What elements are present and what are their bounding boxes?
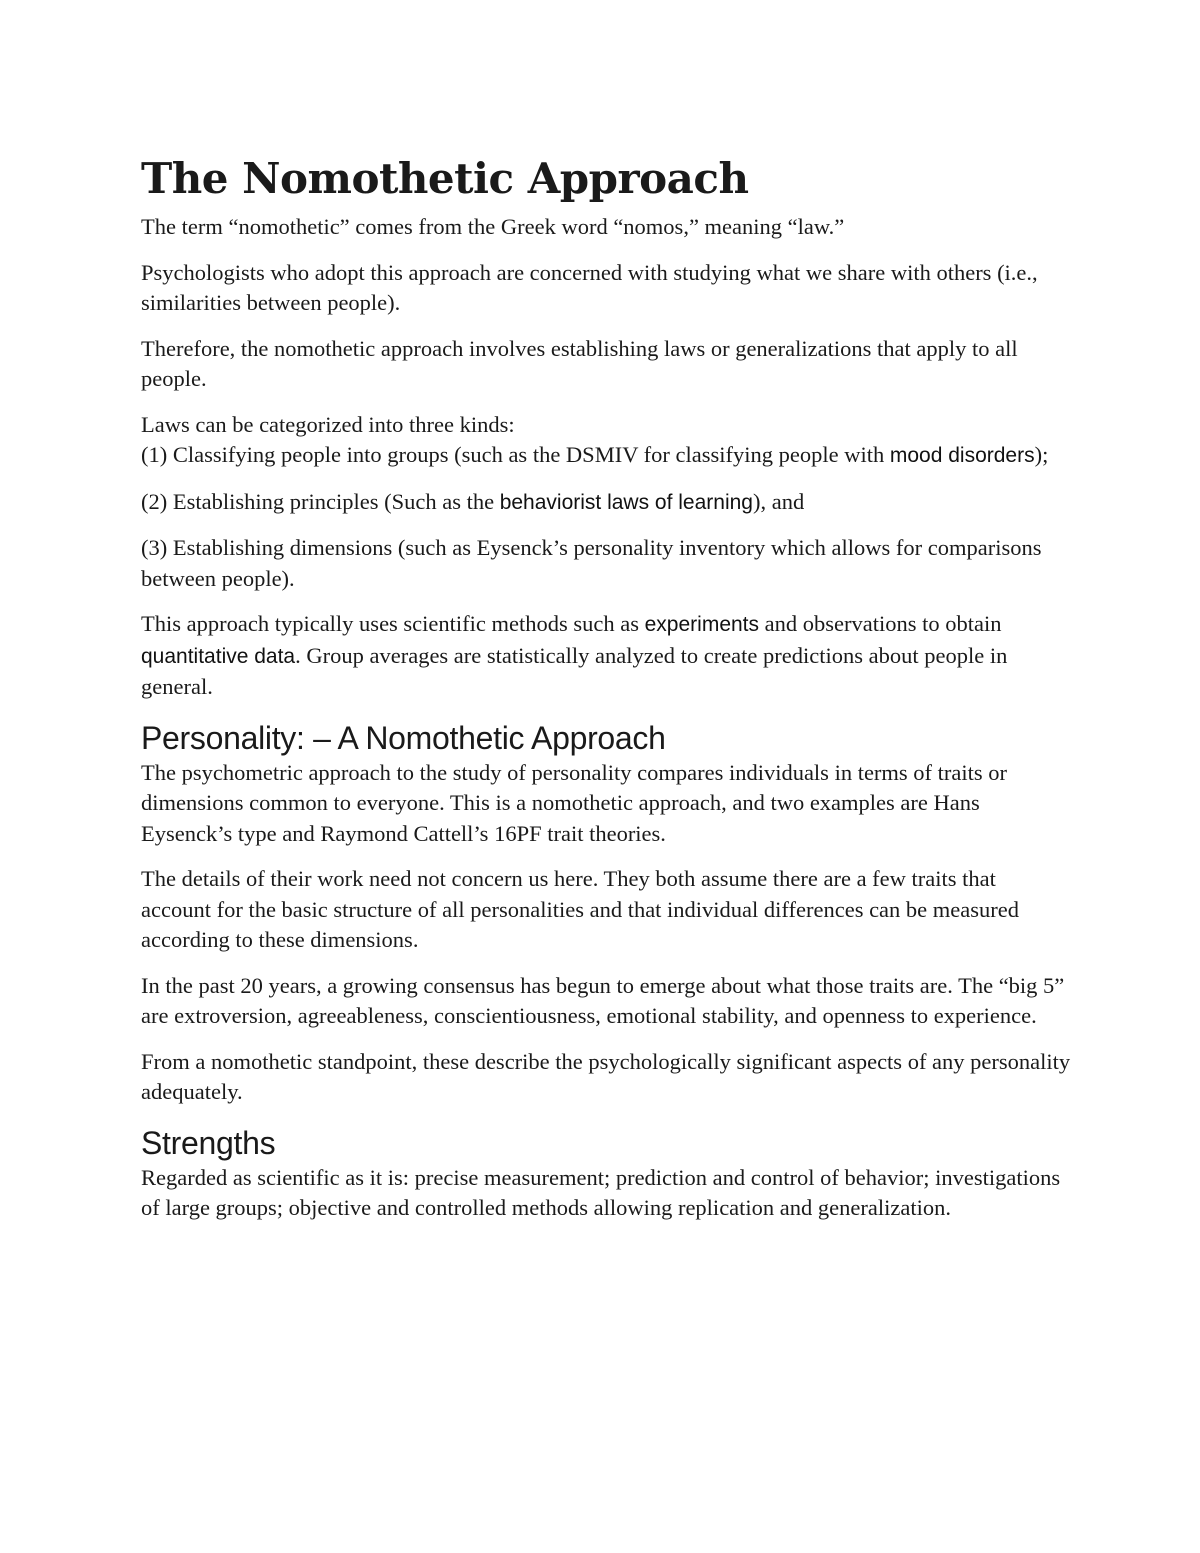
- methods-text: This approach typically uses scientific methods such as: [141, 611, 645, 636]
- law-2-text: (2) Establishing principles (Such as the: [141, 488, 500, 514]
- paragraph-law-2: [141, 487, 1071, 519]
- link-quantitative-data[interactable]: quantitative data: [141, 644, 296, 668]
- methods-text-end: . Group averages are statistically analyzed to create predictions about people in general.: [141, 642, 1008, 699]
- law-2-text-end: ), and: [753, 488, 805, 514]
- law-1-text-end: );: [1034, 442, 1049, 467]
- paragraph-laws-intro: Laws can be categorized into three kinds:: [141, 411, 515, 437]
- paragraph-establishing-laws: Therefore, the nomothetic approach involves establishing laws or generalizations that apply to all people.: [141, 335, 1018, 391]
- paragraph-details: The details of their work need not concern us here. They both assume there are a few traits that account for the basic structure of all personalities and that individual differences can be measured according to these dimensions.: [141, 866, 1019, 952]
- paragraph-big-five: In the past 20 years, a growing consensus has begun to emerge about what those traits are. The “big 5” are extroversion, agreeableness, conscientiousness, emotional stability, and openness to experience.: [141, 972, 1065, 1028]
- link-experiments[interactable]: experiments: [644, 613, 760, 636]
- heading-personality: Personality: – A Nomothetic Approach: [141, 719, 666, 756]
- page-title: The Nomothetic Approach: [141, 154, 749, 203]
- paragraph-strengths: Regarded as scientific as it is: precise measurement; prediction and control of behavior; investigations of large groups; objective and controlled methods allowing replication and generalization.: [141, 1164, 1061, 1220]
- paragraph-scientific-methods: [141, 609, 1071, 703]
- paragraph-psychometric: The psychometric approach to the study of personality compares individuals in terms of traits or dimensions common to everyone. This is a nomothetic approach, and two examples are Hans Eysenck’s type and Raymond Cattell’s 16PF trait theories.: [141, 759, 1008, 846]
- document-page: [141, 150, 1071, 1239]
- paragraph-standpoint: From a nomothetic standpoint, these describe the psychologically significant aspects of any personality adequately.: [141, 1048, 1071, 1104]
- methods-text-mid: and observations to obtain: [759, 611, 1002, 636]
- paragraph-law-1: [141, 440, 1071, 472]
- heading-strengths: Strengths: [141, 1124, 276, 1161]
- link-behaviorist-laws[interactable]: behaviorist laws of learning: [499, 490, 753, 514]
- link-mood-disorders[interactable]: mood disorders: [889, 444, 1035, 467]
- paragraph-law-3: (3) Establishing dimensions (such as Eysenck’s personality inventory which allows for comparisons between people).: [141, 535, 1042, 591]
- paragraph-term-origin: The term “nomothetic” comes from the Greek word “nomos,” meaning “law.”: [141, 214, 845, 239]
- paragraph-similarities: Psychologists who adopt this approach are concerned with studying what we share with others (i.e., similarities between people).: [141, 259, 1038, 315]
- law-1-text: (1) Classifying people into groups (such as the DSMIV for classifying people with: [141, 442, 890, 467]
